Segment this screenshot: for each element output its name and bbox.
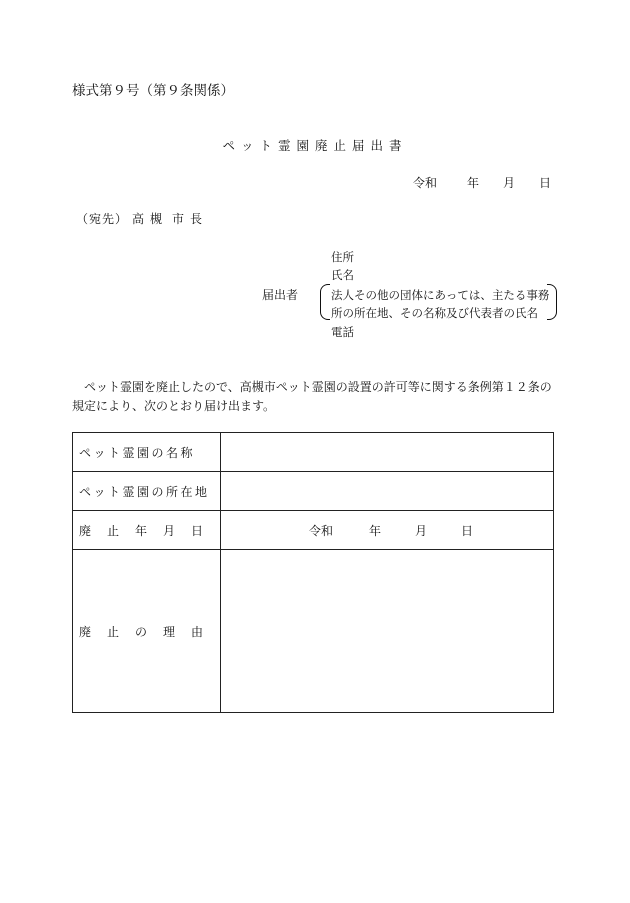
cemetery-location-label: ペット霊園の所在地 xyxy=(73,472,221,511)
abolition-date-month: 月 xyxy=(415,523,428,538)
table-row-date xyxy=(73,511,554,550)
notification-statement: ペット霊園を廃止したので、高槻市ペット霊園の設置の許可等に関する条例第１２条の規定により、次のとおり届け出ます。 xyxy=(72,380,552,413)
cemetery-name-field[interactable] xyxy=(221,433,554,472)
right-bracket xyxy=(547,284,557,320)
addressee xyxy=(76,210,208,227)
addressee-city: 高槻 xyxy=(132,212,169,226)
addressee-mayor: 市長 xyxy=(172,212,209,226)
date-era: 令和 xyxy=(412,176,437,190)
document-title: ペット霊園廃止届出書 xyxy=(222,138,408,153)
corporation-note-line2: 所の所在地、その名称及び代表者の氏名 xyxy=(331,306,538,320)
cemetery-name-label: ペット霊園の名称 xyxy=(73,433,221,472)
details-table xyxy=(72,432,554,713)
date-year: 年 xyxy=(466,176,479,190)
abolition-reason-label: 廃 止 の 理 由 xyxy=(73,550,221,713)
abolition-date-label: 廃 止 年 月 日 xyxy=(73,511,221,550)
table-row-location xyxy=(73,472,554,511)
notifier-address-label: 住所 xyxy=(331,250,354,264)
form-number: 様式第９号（第９条関係） xyxy=(72,83,234,99)
table-row-name xyxy=(73,433,554,472)
abolition-date-year: 年 xyxy=(369,523,382,538)
addressee-prefix: （宛先） xyxy=(76,212,129,226)
left-bracket xyxy=(320,284,330,320)
corporation-note-line1: 法人その他の団体にあっては、主たる事務 xyxy=(331,288,550,302)
date-month: 月 xyxy=(502,176,515,190)
abolition-date-day: 日 xyxy=(461,523,474,538)
table-row-reason xyxy=(73,550,554,713)
abolition-date-field[interactable] xyxy=(221,511,554,550)
notifier-phone-label: 電話 xyxy=(331,325,354,339)
date-day: 日 xyxy=(538,176,551,190)
submission-date xyxy=(413,174,551,191)
abolition-date-era: 令和 xyxy=(309,523,334,538)
abolition-reason-field[interactable] xyxy=(221,550,554,713)
notifier-label: 届出者 xyxy=(262,288,299,302)
notifier-name-label: 氏名 xyxy=(331,268,354,282)
cemetery-location-field[interactable] xyxy=(221,472,554,511)
